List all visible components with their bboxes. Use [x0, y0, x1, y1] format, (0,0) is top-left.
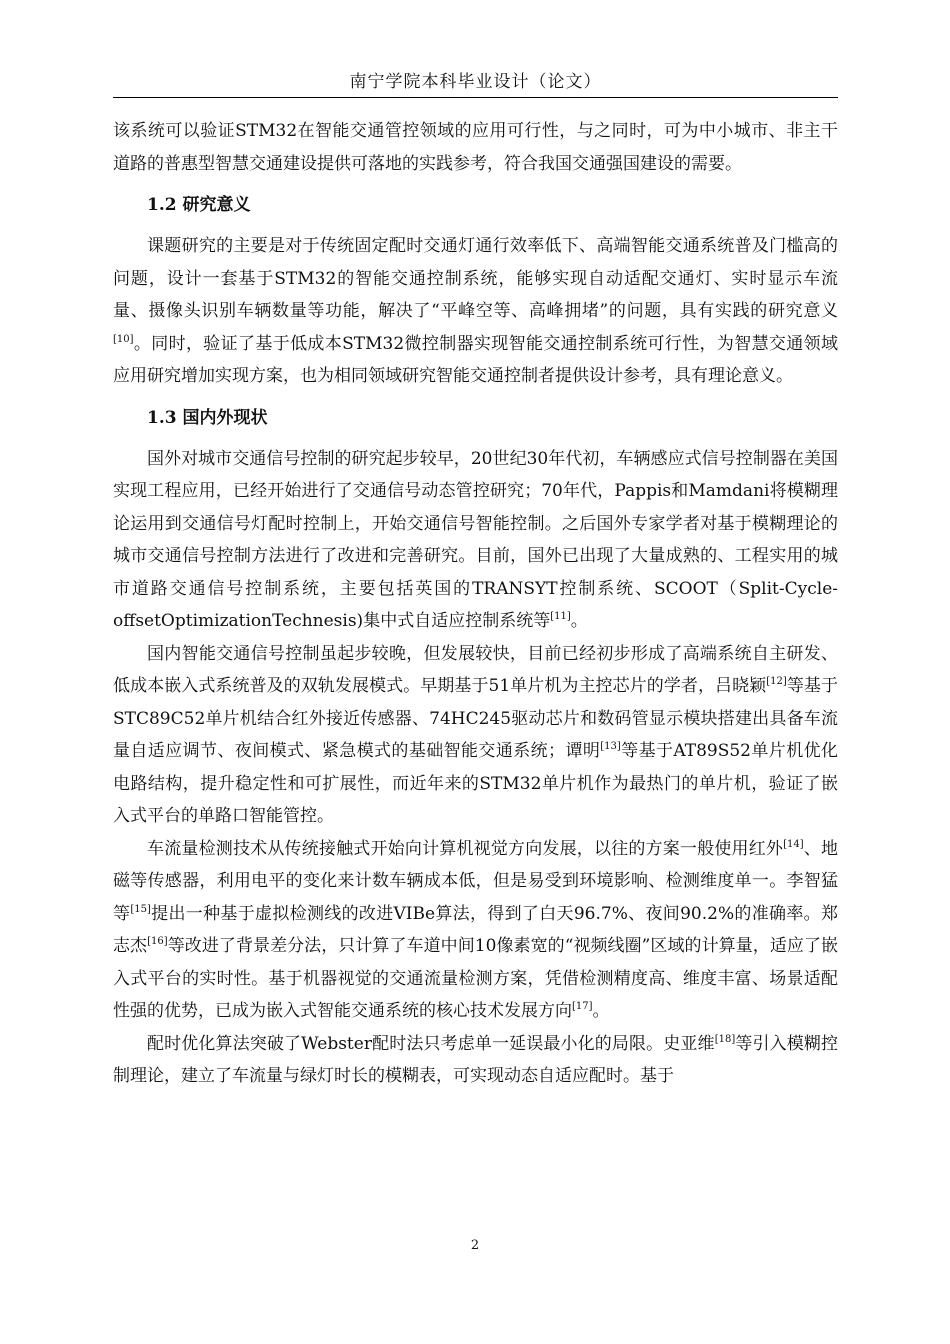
citation-ref: [18] [714, 1033, 736, 1045]
body-text [113, 115, 838, 1093]
text-run: 等改进了背景差分法，只计算了车道中间10像素宽的“视频线圈”区域的计算量，适应了嵌入式平台的实时性。基于机器视觉的交通流量检测方案，凭借检测精度高、维度丰富、场景适配性强的优势，已成为嵌入式智能交通系统的核心技术发展方向 [113, 936, 839, 1021]
text-run: 。 [570, 611, 588, 631]
paragraph-domestic-status [113, 638, 838, 833]
citation-ref: [11] [550, 611, 571, 622]
text-run: 。 [592, 1001, 610, 1021]
paragraph-research-significance [113, 230, 838, 393]
header-divider [113, 97, 838, 98]
text-run: 等基于STC89C52单片机结合红外接近传感器、74HC245驱动芯片和数码管显示模块搭建出具备车流量自适应调节、夜间模式、紧急模式的基础智能交通系统；谭明 [113, 676, 839, 761]
paragraph-intro-continuation: 该系统可以验证STM32在智能交通管控领域的应用可行性，与之同时，可为中小城市、非主干道路的普惠型智慧交通建设提供可落地的实践参考，符合我国交通强国建设的需要。 [113, 121, 838, 174]
paragraph-foreign-status [113, 443, 838, 638]
text-run: 课题研究的主要是对于传统固定配时交通灯通行效率低下、高端智能交通系统普及门槛高的问题，设计一套基于STM32的智能交通控制系统，能够实现自动适配交通灯、实时显示车流量、摄像头识别车辆数量等功能，解决了“平峰空等、高峰拥堵”的问题，具有实践的研究意义 [113, 236, 838, 321]
text-run: 。同时，验证了基于低成本STM32微控制器实现智能交通控制系统可行性，为智慧交通领域应用研究增加实现方案，也为相同领域研究智能交通控制者提供设计参考，具有理论意义。 [113, 333, 838, 386]
paragraph-timing-optimization [113, 1028, 838, 1093]
text-run: 、地磁等传感器，利用电平的变化来计数车辆成本低，但是易受到环境影响、检测维度单一。李智猛等 [113, 838, 839, 924]
text-run: 等基于AT89S52单片机优化电路结构，提升稳定性和可扩展性，而近年来的STM32单片机作为最热门的单片机，验证了嵌入式平台的单路口智能管控。 [113, 741, 838, 826]
page-number: 2 [470, 1238, 480, 1253]
section-heading-1-3: 1.3 国内外现状 [147, 407, 268, 428]
citation-ref: [13] [600, 741, 621, 752]
citation-ref: [10] [113, 333, 134, 345]
text-run: 配时优化算法突破了Webster配时法只考虑单一延误最小化的局限。史亚维 [147, 1033, 715, 1054]
citation-ref: [12] [766, 676, 787, 687]
section-heading-1-2: 1.2 研究意义 [147, 195, 251, 215]
text-run: 提出一种基于虚拟检测线的改进VIBe算法，得到了白天96.7%、夜间90.2%的准确率。郑志杰 [113, 903, 838, 956]
page-header: 南宁学院本科毕业设计（论文） [349, 72, 602, 92]
text-run: 国内智能交通信号控制虽起步较晚，但发展较快，目前已经初步形成了高端系统自主研发、低成本嵌入式系统普及的双轨发展模式。早期基于51单片机为主控芯片的学者，吕晓颖 [113, 643, 838, 696]
citation-ref: [16] [147, 936, 168, 947]
text-run: 车流量检测技术从传统接触式开始向计算机视觉方向发展，以往的方案一般使用红外 [147, 838, 784, 859]
text-run: 等引入模糊控制理论，建立了车流量与绿灯时长的模糊表，可实现动态自适应配时。基于 [113, 1033, 838, 1086]
citation-ref: [15] [130, 903, 151, 915]
citation-ref: [14] [783, 838, 804, 850]
text-run: 国外对城市交通信号控制的研究起步较早，20世纪30年代初，车辆感应式信号控制器在美国实现工程应用，已经开始进行了交通信号动态管控研究；70年代，Pappis和Mamdani将模糊理论运用到交通信号灯配时控制上，开始交通信号智能控制。之后国外专家学者对基于模糊理论的城市交通信号控制方法进行了改进和完善研究。目前，国外已出现了大量成熟的、工程实用的城市道路交通信号控制系统，主要包括英国的TRANSYT控制系统、SCOOT（Split-Cycle-offsetOptimizationTechnesis)集中式自适应控制系统等 [113, 448, 838, 631]
paragraph-traffic-detection [113, 833, 838, 1028]
citation-ref: [17] [572, 1001, 593, 1012]
